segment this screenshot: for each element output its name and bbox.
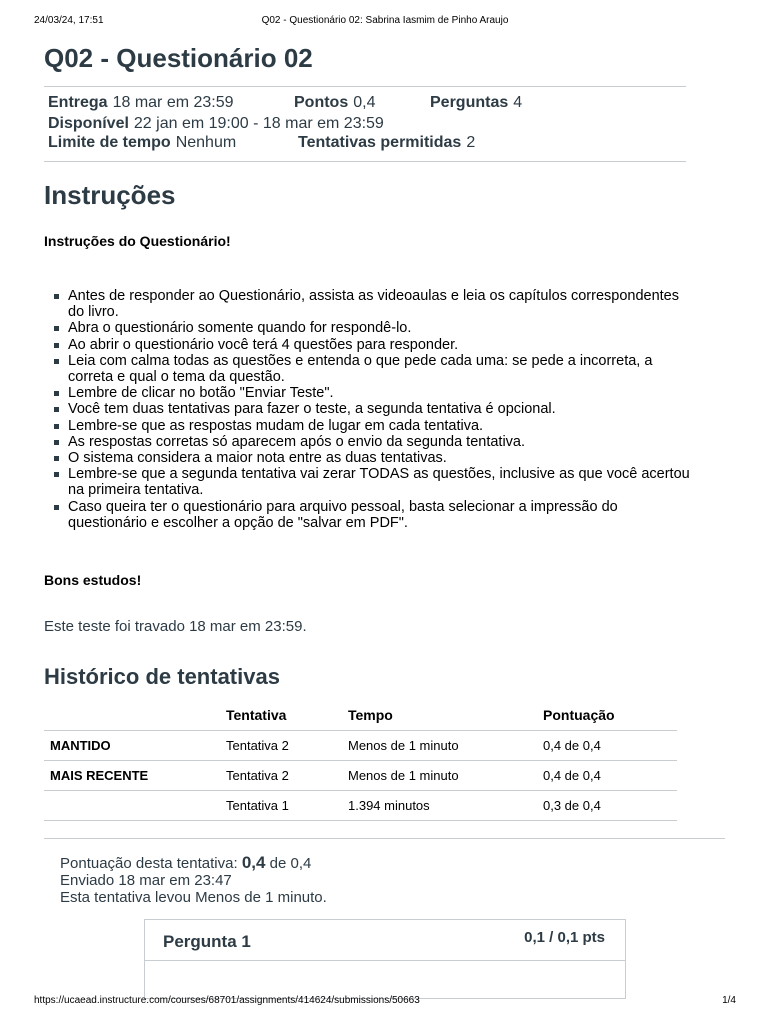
due-field <box>48 94 234 111</box>
available-field <box>48 115 384 133</box>
question-card <box>144 919 626 999</box>
table-header-row <box>44 700 677 730</box>
questions-value: 4 <box>513 94 523 111</box>
attempt-tag: MANTIDO <box>44 730 220 760</box>
print-page-number: 1/4 <box>722 995 736 1006</box>
history-divider <box>44 838 725 839</box>
attempt-score-suffix: de 0,4 <box>269 855 312 872</box>
page-title: Q02 - Questionário 02 <box>44 43 313 73</box>
question-title: Pergunta 1 <box>163 932 251 951</box>
attempt-time: Menos de 1 minuto <box>342 760 537 790</box>
table-row <box>44 790 677 820</box>
list-item: Ao abrir o questionário você terá 4 questões para responder. <box>50 337 690 353</box>
attempts-value: 2 <box>466 134 476 151</box>
list-item: Você tem duas tentativas para fazer o teste, a segunda tentativa é opcional. <box>50 401 690 417</box>
attempt-link[interactable]: Tentativa 2 <box>220 730 342 760</box>
available-label: Disponível <box>48 115 129 132</box>
print-doc-title: Q02 - Questionário 02: Sabrina Iasmim de Pinho Araujo <box>261 15 509 26</box>
attempt-score-line <box>60 854 327 872</box>
print-footer <box>34 995 736 1009</box>
attempt-summary <box>60 854 327 906</box>
points-field <box>294 94 375 112</box>
attempt-tag <box>44 790 220 820</box>
available-value: 22 jan em 19:00 - 18 mar em 23:59 <box>133 115 384 132</box>
attempt-score-value: 0,4 <box>241 853 266 872</box>
time-limit-label: Limite de tempo <box>48 134 171 151</box>
list-item: Lembre de clicar no botão "Enviar Teste". <box>50 385 690 401</box>
table-row <box>44 760 677 790</box>
question-header <box>145 920 625 961</box>
attempts-field <box>298 134 475 152</box>
attempt-score: 0,3 de 0,4 <box>537 790 677 820</box>
list-item: Leia com calma todas as questões e entenda o que pede cada uma: se pede a incorreta, a correta e qual o tema da questão. <box>50 353 690 385</box>
column-header: Pontuação <box>537 700 677 730</box>
attempt-time: 1.394 minutos <box>342 790 537 820</box>
attempt-score: 0,4 de 0,4 <box>537 730 677 760</box>
title-divider <box>44 86 686 87</box>
instructions-heading: Instruções <box>44 180 176 210</box>
questions-label: Perguntas <box>430 94 509 111</box>
history-table <box>44 700 677 821</box>
attempt-duration: Esta tentativa levou Menos de 1 minuto. <box>60 889 327 906</box>
list-item: Lembre-se que as respostas mudam de lugar em cada tentativa. <box>50 418 690 434</box>
locked-notice: Este teste foi travado 18 mar em 23:59. <box>44 618 307 635</box>
instructions-subheading: Instruções do Questionário! <box>44 233 231 249</box>
print-url: https://ucaead.instructure.com/courses/68701/assignments/414624/submissions/50663 <box>34 995 420 1006</box>
meta-row-1 <box>48 94 234 112</box>
list-item: Antes de responder ao Questionário, assista as videoaulas e leia os capítulos correspondentes do livro. <box>50 288 690 320</box>
list-item: Lembre-se que a segunda tentativa vai zerar TODAS as questões, inclusive as que você acertou na primeira tentativa. <box>50 466 690 498</box>
attempt-time: Menos de 1 minuto <box>342 730 537 760</box>
list-item: As respostas corretas só aparecem após o envio da segunda tentativa. <box>50 434 690 450</box>
column-header <box>44 700 220 730</box>
attempt-submitted: Enviado 18 mar em 23:47 <box>60 872 232 889</box>
attempt-link[interactable]: Tentativa 2 <box>220 760 342 790</box>
list-item: Caso queira ter o questionário para arquivo pessoal, basta selecionar a impressão do questionário e escolher a opção de "salvar em PDF". <box>50 499 690 531</box>
points-label: Pontos <box>294 94 349 111</box>
column-header: Tentativa <box>220 700 342 730</box>
question-points: 0,1 / 0,1 pts <box>524 929 605 946</box>
meta-divider <box>44 161 686 162</box>
due-label: Entrega <box>48 94 108 111</box>
attempt-tag: MAIS RECENTE <box>44 760 220 790</box>
print-datetime: 24/03/24, 17:51 <box>34 15 104 26</box>
attempts-label: Tentativas permitidas <box>298 134 462 151</box>
list-item: O sistema considera a maior nota entre as duas tentativas. <box>50 450 690 466</box>
attempt-score: 0,4 de 0,4 <box>537 760 677 790</box>
time-limit-field <box>48 134 236 152</box>
closing-text: Bons estudos! <box>44 572 142 588</box>
questions-field <box>430 94 522 112</box>
attempt-link[interactable]: Tentativa 1 <box>220 790 342 820</box>
instructions-list <box>50 288 690 531</box>
print-header <box>34 15 736 29</box>
table-row <box>44 730 677 760</box>
attempt-score-label: Pontuação desta tentativa: <box>60 855 238 872</box>
time-limit-value: Nenhum <box>175 134 237 151</box>
points-value: 0,4 <box>353 94 376 111</box>
list-item: Abra o questionário somente quando for respondê-lo. <box>50 320 690 336</box>
column-header: Tempo <box>342 700 537 730</box>
history-heading: Histórico de tentativas <box>44 664 280 689</box>
due-value: 18 mar em 23:59 <box>112 94 234 111</box>
